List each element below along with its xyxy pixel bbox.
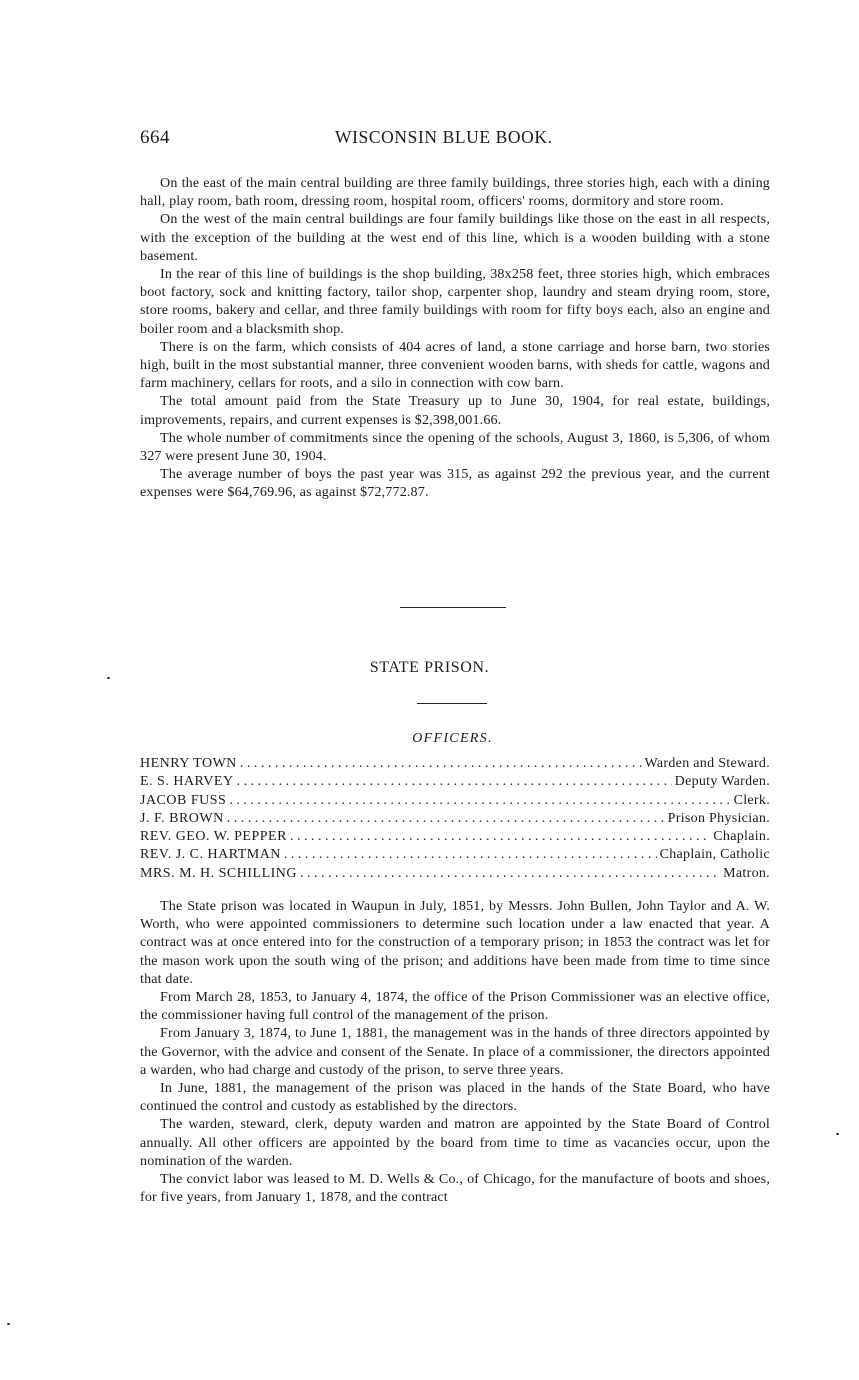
officer-role: Clerk. [733,792,770,808]
dot-leader [229,793,730,809]
officer-name: REV. GEO. W. PEPPER [140,829,287,845]
dot-leader [227,811,665,827]
officer-role: Chaplain. [713,829,770,845]
section-title: STATE PRISON. [369,659,490,676]
dot-leader [240,756,642,772]
officer-role: Deputy Warden. [674,774,770,790]
running-title: WISCONSIN BLUE BOOK. [335,127,553,147]
paragraph-commissioner-era: From March 28, 1853, to January 4, 1874, the office of the Prison Commissioner was an elective office, the commissioner having full control of the management of the prison. [140,989,770,1024]
dot-leader [237,774,672,790]
officer-name: E. S. HARVEY [140,774,234,790]
paragraph-east-buildings: On the east of the main central building are three family buildings, three stories high, each with a dining hall, play room, bath room, dressing room, hospital room, officers' rooms, dormitory and store room. [140,175,770,210]
paragraph-average-boys: The average number of boys the past year was 315, as against 292 the previous year, and the current expenses were $64,769.96, as against $72,772.87. [140,466,770,501]
paragraph-farm: There is on the farm, which consists of 404 acres of land, a stone carriage and horse barn, two stories high, built in the most substantial manner, three convenient wooden barns, with sheds for cattle, wagons and farm machinery, cellars for roots, and a silo in connection with cow barn. [140,338,770,392]
industrial-school-section [140,174,770,502]
paragraph-prison-location: The State prison was located in Waupun in July, 1851, by Messrs. John Bullen, John Taylor and A. W. Worth, who were appointed commissioners to determine such location under a law enacted that year. A contract was at once entered into for the construction of a temporary prison; in 1853 the contract was let for the mason work upon the south wing of the prison; and additions have been made from time to time since that date. [140,898,770,987]
paragraph-commitments: The whole number of commitments since the opening of the schools, August 3, 1860, is 5,306, of whom 327 were present June 30, 1904. [140,429,770,465]
print-speck [836,1133,839,1135]
page-number: 664 [140,127,170,148]
print-speck [7,1323,10,1325]
paragraph-convict-labor: The convict labor was leased to M. D. Wells & Co., of Chicago, for the manufacture of boots and shoes, for five years, from January 1, 1878, and the contract [140,1171,770,1206]
dot-leader [290,829,710,845]
dot-leader [300,866,720,882]
officer-row [140,829,770,847]
officer-role: Prison Physician. [667,810,770,826]
officer-name: HENRY TOWN [140,756,237,771]
officer-row [140,756,770,774]
paragraph-total-paid: The total amount paid from the State Treasury up to June 30, 1904, for real estate, buildings, improvements, repairs, and current expenses is $2,398,001.66. [140,393,770,428]
section-divider-rule [400,607,506,608]
officer-row [140,774,770,792]
officer-row [140,847,770,865]
paragraph-appointments: The warden, steward, clerk, deputy warden and matron are appointed by the State Board of Control annually. All other officers are appointed by the board from time to time as vacancies occur, upon the nomination of the warden. [140,1116,770,1169]
officer-name: JACOB FUSS [140,792,227,808]
officer-row [140,866,770,884]
officer-role: Matron. [723,865,770,881]
paragraph-directors-era: From January 3, 1874, to June 1, 1881, the management was in the hands of three directors appointed by the Governor, with the advice and consent of the Senate. In place of a commissioner, the directors appointed a warden, who had charge and custody of the prison, to serve three years. [140,1025,770,1078]
paragraph-shop-building: In the rear of this line of buildings is the shop building, 38x258 feet, three stories high, which embraces boot factory, sock and knitting factory, tailor shop, carpenter shop, laundry and steam drying room, store, store rooms, bakery and cellar, and three family buildings with room for fifty boys each, also an engine and boiler room and a blacksmith shop. [140,266,770,337]
officer-role: Chaplain, Catholic [659,847,770,863]
title-underline-rule [417,703,487,704]
dot-leader [284,847,657,863]
state-prison-history [140,897,770,1206]
officer-row [140,811,770,829]
officers-heading: OFFICERS. [412,731,493,746]
paragraph-state-board: In June, 1881, the management of the prison was placed in the hands of the State Board, who have continued the control and custody as established by the directors. [140,1080,770,1115]
officer-role: Warden and Steward. [644,756,770,771]
officer-name: MRS. M. H. SCHILLING [140,865,298,881]
paragraph-west-buildings: On the west of the main central buildings are four family buildings like those on the east in all respects, with the exception of the building at the west end of this line, which is a wooden building with a stone basement. [140,211,770,264]
print-speck [107,677,110,679]
officers-list [140,756,770,884]
officer-name: REV. J. C. HARTMAN [140,847,281,863]
officer-row [140,793,770,811]
officer-name: J. F. BROWN [140,810,224,826]
